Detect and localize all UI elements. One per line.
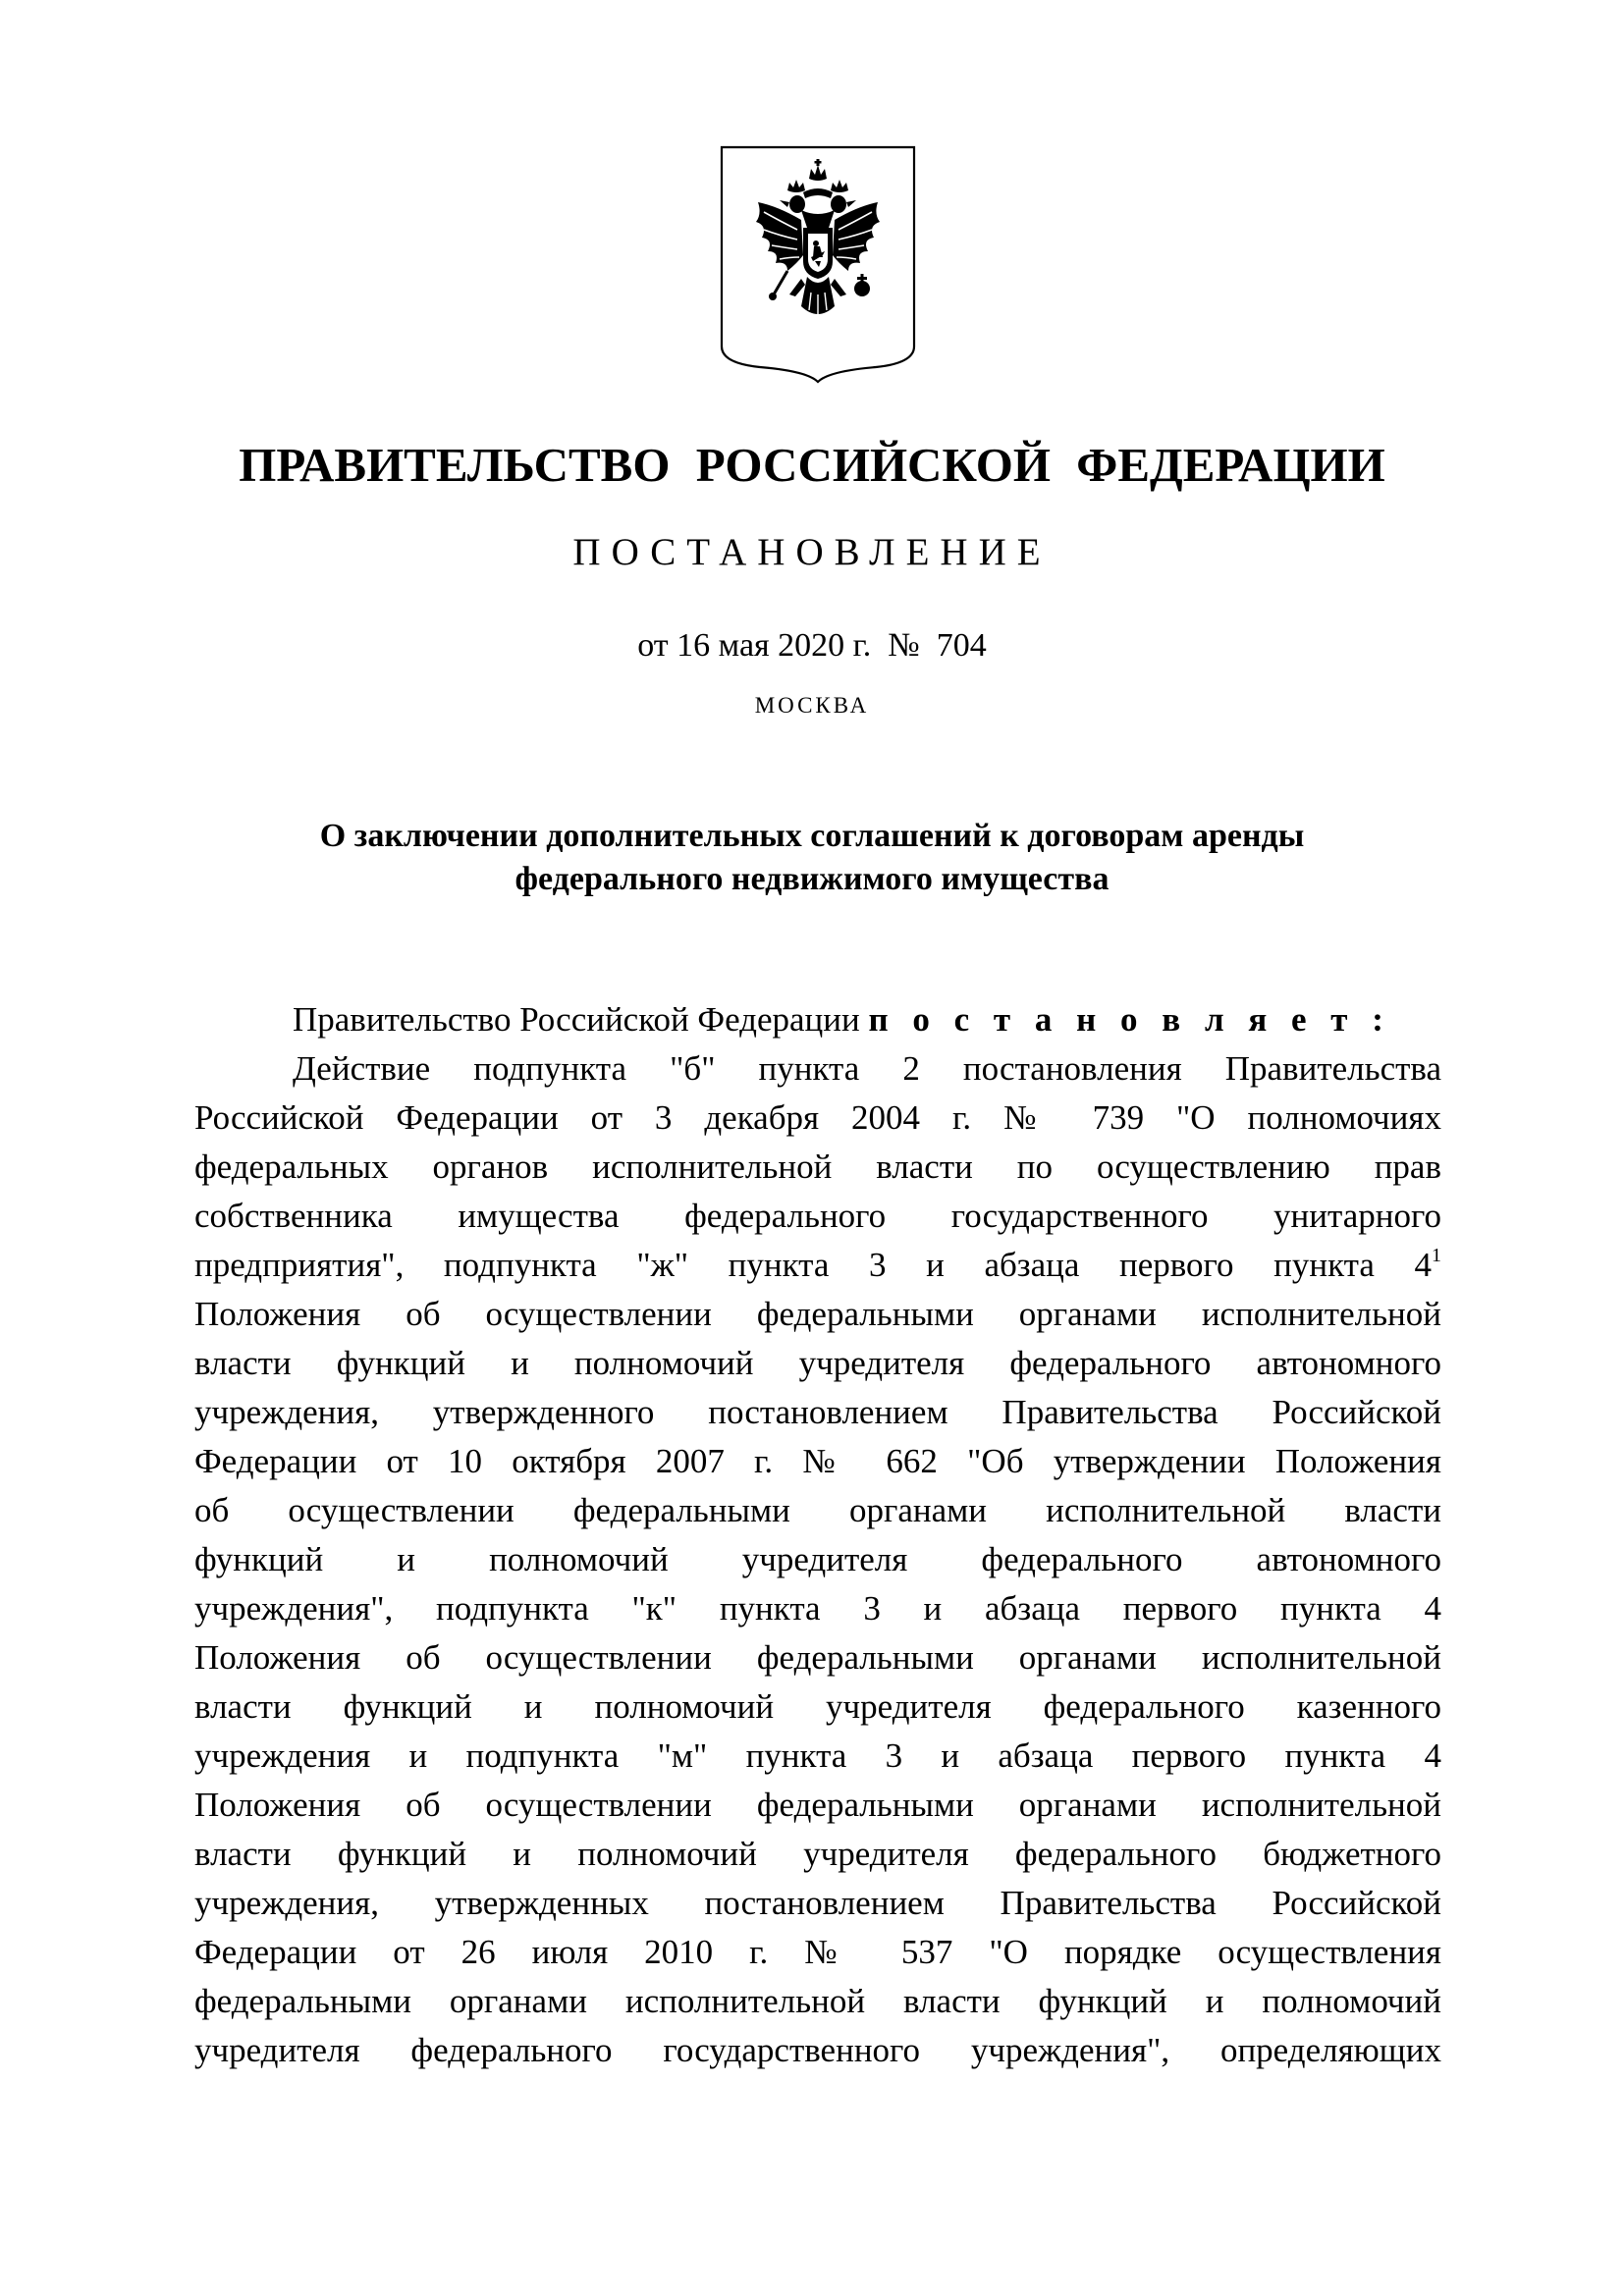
body-line: Положения об осуществлении федеральными органами исполнительной	[194, 1786, 1441, 1824]
body-line: учреждения, утвержденного постановлением Правительства Российской	[194, 1393, 1441, 1431]
body-line: учреждения", подпункта "к" пункта 3 и абзаца первого пункта 4	[194, 1589, 1441, 1628]
body-line: предприятия", подпункта "ж" пункта 3 и абзаца первого пункта $4^1$	[194, 1245, 1441, 1284]
body-line: власти функций и полномочий учредителя федерального автономного	[194, 1344, 1441, 1382]
subject-line-1: О заключении дополнительных соглашений к договорам аренды	[319, 818, 1305, 854]
body-line: Российской Федерации от 3 декабря 2004 г. № 739 "О полномочиях	[194, 1098, 1441, 1137]
footnote-superscript: 1	[1432, 1245, 1441, 1266]
document-date-number: от 16 мая 2020 г. № 704	[637, 627, 987, 664]
body-line: учредителя федерального государственного учреждения", определяющих	[194, 2031, 1441, 2069]
body-line: власти функций и полномочий учредителя федерального бюджетного	[194, 1835, 1441, 1873]
body-paragraph	[194, 1044, 1441, 2075]
subject-line-2: федерального недвижимого имущества	[514, 861, 1110, 897]
body-line: власти функций и полномочий учредителя федерального казенного	[194, 1687, 1441, 1726]
body-line: Федерации от 26 июля 2010 г. № 537 "О порядке осуществления	[194, 1933, 1441, 1971]
body-line: Положения об осуществлении федеральными органами исполнительной	[194, 1638, 1441, 1677]
body-line: собственника имущества федерального государственного унитарного	[194, 1197, 1441, 1235]
document-city: МОСКВА	[754, 693, 870, 718]
body-line: Федерации от 10 октября 2007 г. № 662 "Об утверждении Положения	[194, 1442, 1441, 1480]
body-line: учреждения и подпункта "м" пункта 3 и абзаца первого пункта 4	[194, 1736, 1441, 1775]
intro-text: Правительство Российской Федерации	[293, 1000, 869, 1039]
body-line: учреждения, утвержденных постановлением Правительства Российской	[194, 1884, 1441, 1922]
body-line: федеральными органами исполнительной власти функций и полномочий	[194, 1982, 1441, 2020]
document-body	[194, 995, 1441, 2075]
russian-coat-of-arms-icon	[719, 145, 917, 384]
body-line: Действие подпункта "б" пункта 2 постановления Правительства	[293, 1049, 1441, 1088]
body-line: Положения об осуществлении федеральными органами исполнительной	[194, 1295, 1441, 1333]
body-line: федеральных органов исполнительной власти по осуществлению прав	[194, 1148, 1441, 1186]
decree-word: п о с т а н о в л я е т :	[868, 1000, 1391, 1039]
document-type: ПОСТАНОВЛЕНИЕ	[572, 531, 1052, 573]
body-line: функций и полномочий учредителя федерального автономного	[194, 1540, 1441, 1578]
government-title: ПРАВИТЕЛЬСТВО РОССИЙСКОЙ ФЕДЕРАЦИИ	[239, 438, 1385, 492]
intro-paragraph	[194, 995, 1441, 1044]
document-subject	[0, 815, 1624, 901]
body-line: об осуществлении федеральными органами исполнительной власти	[194, 1491, 1441, 1529]
